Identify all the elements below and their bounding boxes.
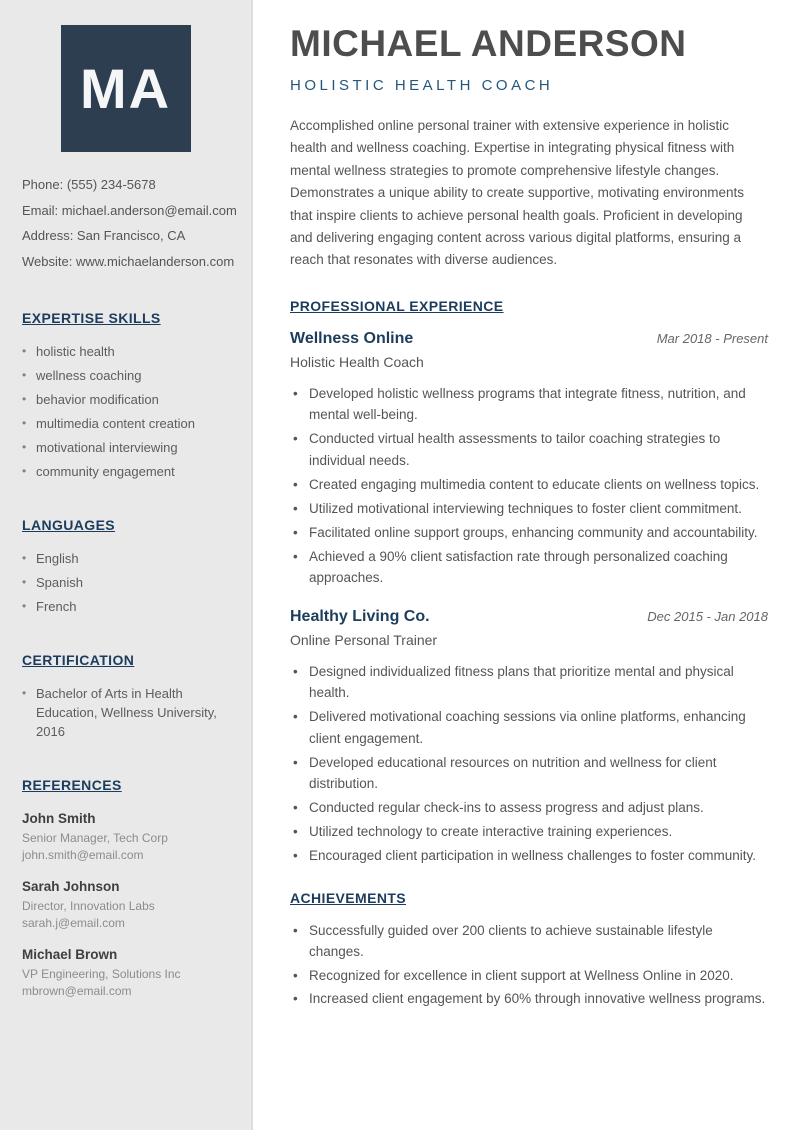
contact-block bbox=[22, 172, 237, 274]
avatar bbox=[61, 25, 191, 152]
list-item: • Utilized technology to create interactive training experiences. bbox=[290, 821, 768, 843]
reference-role: Senior Manager, Tech Corp bbox=[22, 831, 168, 845]
job-bullet-list bbox=[290, 661, 768, 867]
job-role: Online Personal Trainer bbox=[290, 631, 438, 648]
list-item: • Delivered motivational coaching sessions via online platforms, enhancing client engagement. bbox=[290, 706, 768, 749]
contact-email: Email: michael.anderson@email.com bbox=[22, 202, 237, 218]
list-item: • wellness coaching bbox=[22, 366, 229, 385]
list-item: • community engagement bbox=[22, 462, 229, 481]
person-title: HOLISTIC HEALTH COACH bbox=[290, 77, 554, 94]
list-item: • Created engaging multimedia content to educate clients on wellness topics. bbox=[290, 474, 768, 496]
reference-entry bbox=[22, 877, 229, 932]
reference-name: Sarah Johnson bbox=[22, 879, 120, 894]
list-item: • Facilitated online support groups, enhancing community and accountability. bbox=[290, 522, 768, 544]
job-company: Healthy Living Co. bbox=[290, 607, 430, 625]
person-name: MICHAEL ANDERSON bbox=[290, 23, 687, 64]
job-entry bbox=[290, 329, 768, 589]
reference-email: sarah.j@email.com bbox=[22, 916, 125, 930]
list-item: • Encouraged client participation in wellness challenges to foster community. bbox=[290, 845, 768, 867]
list-item: • English bbox=[22, 549, 229, 568]
list-item: • Developed holistic wellness programs that integrate fitness, nutrition, and mental well-being. bbox=[290, 383, 768, 426]
list-item: • behavior modification bbox=[22, 390, 229, 409]
list-item: • Achieved a 90% client satisfaction rate through personalized coaching approaches. bbox=[290, 546, 768, 589]
certification-heading: CERTIFICATION bbox=[22, 652, 135, 668]
reference-email: mbrown@email.com bbox=[22, 984, 132, 998]
reference-name: John Smith bbox=[22, 811, 96, 826]
section-certification bbox=[22, 652, 229, 741]
main-column bbox=[290, 0, 768, 1012]
list-item: • Developed educational resources on nutrition and wellness for client distribution. bbox=[290, 752, 768, 795]
achievements-list bbox=[290, 920, 768, 1010]
summary-paragraph: Accomplished online personal trainer with extensive experience in holistic health and wellness coaching. Expertise in integrating physical fitness with mental wellness strategies to promote comprehensive lifestyle changes. Demonstrates a unique ability to create supportive, motivating environments that inspire clients to achieve personal health goals. Proficient in developing and delivering engaging content across various digital platforms, ensuring a reach that resonates with diverse audiences. bbox=[290, 118, 744, 268]
list-item: • Successfully guided over 200 clients to achieve sustainable lifestyle changes. bbox=[290, 920, 768, 963]
job-role: Holistic Health Coach bbox=[290, 353, 424, 370]
achievements-heading: ACHIEVEMENTS bbox=[290, 889, 407, 906]
list-item: • multimedia content creation bbox=[22, 414, 229, 433]
list-item: • holistic health bbox=[22, 342, 229, 361]
job-company: Wellness Online bbox=[290, 329, 414, 347]
avatar-initials: MA bbox=[79, 57, 172, 120]
list-item: • Spanish bbox=[22, 573, 229, 592]
professional-experience-heading: PROFESSIONAL EXPERIENCE bbox=[290, 297, 504, 314]
job-entry bbox=[290, 607, 768, 867]
list-item: • motivational interviewing bbox=[22, 438, 229, 457]
list-item: • Increased client engagement by 60% through innovative wellness programs. bbox=[290, 988, 768, 1010]
list-item: • Conducted virtual health assessments to tailor coaching strategies to individual needs. bbox=[290, 428, 768, 471]
references-heading: REFERENCES bbox=[22, 777, 122, 793]
list-item: • Recognized for excellence in client support at Wellness Online in 2020. bbox=[290, 965, 768, 987]
expertise-skills-list bbox=[22, 342, 229, 481]
section-references bbox=[22, 777, 229, 1000]
contact-website: Website: www.michaelanderson.com bbox=[22, 253, 235, 269]
section-expertise-skills bbox=[22, 310, 229, 481]
contact-address: Address: San Francisco, CA bbox=[22, 228, 186, 243]
list-item: • Designed individualized fitness plans that prioritize mental and physical health. bbox=[290, 661, 768, 704]
job-dates: Mar 2018 - Present bbox=[656, 330, 768, 346]
job-dates: Dec 2015 - Jan 2018 bbox=[647, 608, 768, 624]
list-item: • Utilized motivational interviewing techniques to foster client commitment. bbox=[290, 498, 768, 520]
languages-list bbox=[22, 549, 229, 616]
reference-role: VP Engineering, Solutions Inc bbox=[22, 967, 181, 981]
expertise-skills-heading: EXPERTISE SKILLS bbox=[22, 310, 161, 326]
list-item: • French bbox=[22, 597, 229, 616]
list-item: • Bachelor of Arts in Health Education, Wellness University, 2016 bbox=[22, 684, 229, 741]
job-bullet-list bbox=[290, 383, 768, 589]
reference-name: Michael Brown bbox=[22, 947, 118, 962]
reference-entry bbox=[22, 945, 229, 1000]
languages-heading: LANGUAGES bbox=[22, 517, 116, 533]
section-languages bbox=[22, 517, 229, 616]
list-item: • Conducted regular check-ins to assess progress and adjust plans. bbox=[290, 797, 768, 819]
job-header bbox=[290, 329, 768, 349]
certification-list bbox=[22, 684, 229, 741]
sidebar bbox=[0, 0, 253, 1130]
job-header bbox=[290, 607, 768, 627]
reference-email: john.smith@email.com bbox=[22, 848, 144, 862]
reference-role: Director, Innovation Labs bbox=[22, 899, 155, 913]
reference-entry bbox=[22, 809, 229, 864]
contact-phone: Phone: (555) 234-5678 bbox=[22, 177, 156, 192]
